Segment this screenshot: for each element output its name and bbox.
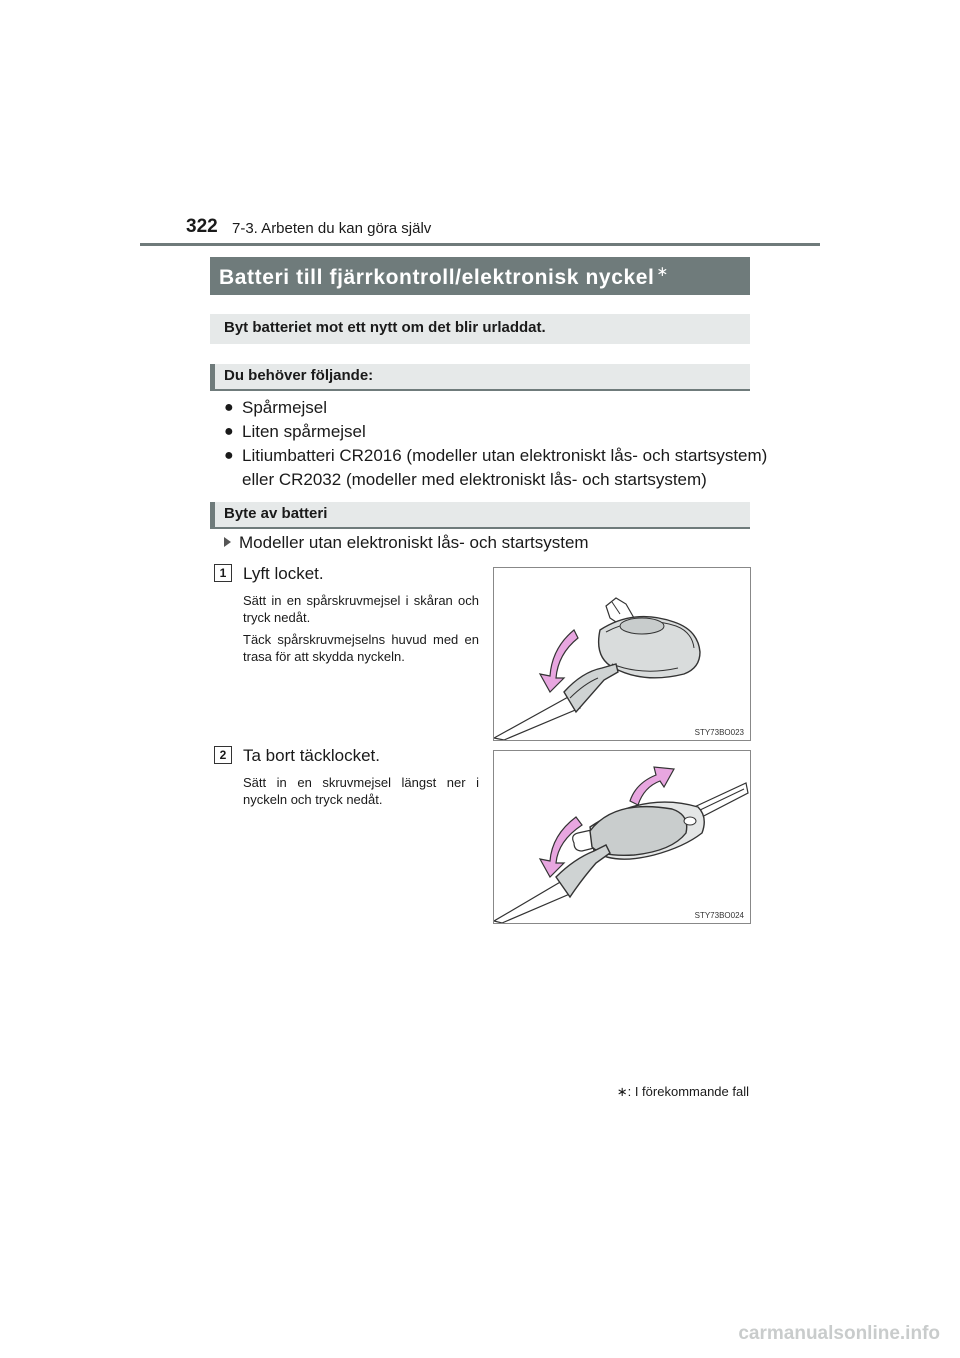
step-2-title: Ta bort täcklocket. <box>243 746 381 765</box>
step-2-desc-1: Sätt in en skruvmejsel längst ner i nyckeln och tryck nedåt. <box>243 775 479 807</box>
page-number: 322 <box>186 216 218 237</box>
needs-heading-box <box>210 364 750 391</box>
bullet-dot-icon: ● <box>224 423 234 440</box>
figure-code: STY73BO023 <box>694 728 744 737</box>
bullet-dot-icon: ● <box>224 399 234 416</box>
page-title-text: Batteri till fjärrkontroll/elektronisk nyckel <box>219 266 655 289</box>
footnote <box>617 1084 749 1100</box>
triangle-right-icon <box>224 537 231 547</box>
intro-box <box>210 314 750 344</box>
footnote-asterisk: ∗ <box>616 1084 628 1099</box>
needs-item-text: eller CR2032 (modeller med elektroniskt lås- och startsystem) <box>242 470 707 489</box>
intro-text: Byt batteriet mot ett nytt om det blir urladdat. <box>224 319 546 336</box>
figure-code: STY73BO024 <box>694 911 744 920</box>
page-title <box>219 263 669 290</box>
replace-heading: Byte av batteri <box>224 505 328 522</box>
step-1-desc-2: Täck spårskruvmejselns huvud med en trasa för att skydda nyckeln. <box>243 632 479 664</box>
step-number-1: 1 <box>214 564 232 582</box>
model-line-text: Modeller utan elektroniskt lås- och startsystem <box>239 533 589 552</box>
key-lift-illustration <box>494 568 750 740</box>
model-applicability <box>224 533 589 553</box>
page-title-banner <box>210 257 750 295</box>
needs-heading: Du behöver följande: <box>224 367 374 384</box>
step-number-2: 2 <box>214 746 232 764</box>
step-1-title: Lyft locket. <box>243 564 324 583</box>
header-rule <box>140 243 820 246</box>
watermark: carmanualsonline.info <box>738 1323 940 1344</box>
title-asterisk: ∗ <box>656 263 669 279</box>
step-1-desc-1: Sätt in en spårskruvmejsel i skåran och tryck nedåt. <box>243 593 479 625</box>
section-breadcrumb: 7-3. Arbeten du kan göra själv <box>232 220 432 237</box>
figure-lift-cover <box>493 567 751 741</box>
bullet-dot-icon: ● <box>224 447 234 464</box>
needs-item-text: Litiumbatteri CR2016 (modeller utan elektroniskt lås- och startsystem) <box>242 446 768 465</box>
figure-remove-cover <box>493 750 751 924</box>
needs-item-text: Liten spårmejsel <box>242 422 366 441</box>
replace-heading-box <box>210 502 750 529</box>
footnote-text: : I förekommande fall <box>627 1084 749 1099</box>
key-remove-cover-illustration <box>494 751 750 923</box>
needs-item-text: Spårmejsel <box>242 398 328 417</box>
